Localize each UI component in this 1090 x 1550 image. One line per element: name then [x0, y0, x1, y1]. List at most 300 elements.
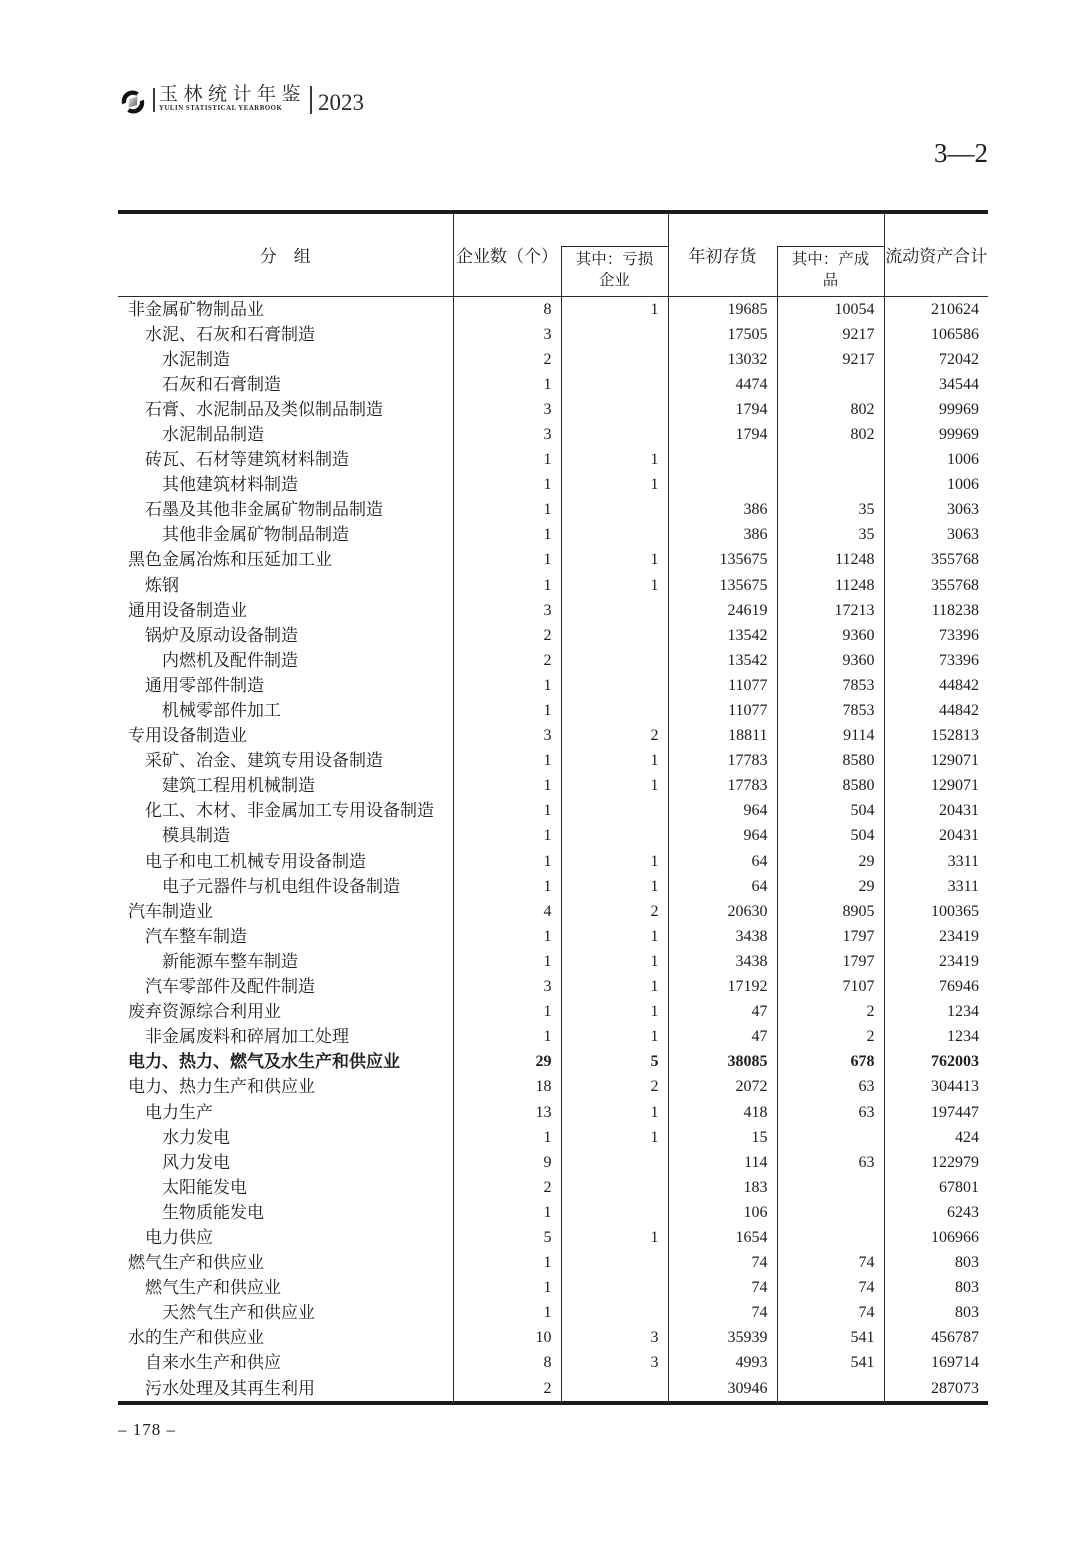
table-row — [118, 547, 988, 572]
cell-value: 1 — [561, 949, 668, 974]
table-number: 3—2 — [934, 138, 988, 168]
cell-value: 541 — [777, 1325, 884, 1350]
cell-value: 1654 — [668, 1225, 777, 1250]
cell-value: 35 — [777, 522, 884, 547]
cell-value: 1797 — [777, 924, 884, 949]
table-row — [118, 1024, 988, 1049]
cell-value: 1 — [453, 447, 561, 472]
table-row — [118, 1200, 988, 1225]
cell-value: 64 — [668, 874, 777, 899]
cell-value: 19685 — [668, 296, 777, 322]
industry-table — [118, 210, 988, 1405]
cell-value: 1 — [453, 874, 561, 899]
table-row — [118, 823, 988, 848]
cell-value: 504 — [777, 798, 884, 823]
table-row — [118, 322, 988, 347]
cell-value: 762003 — [884, 1049, 988, 1074]
cell-value: 74 — [668, 1275, 777, 1300]
cell-value: 9217 — [777, 322, 884, 347]
col-header-enterprises-merged — [453, 212, 668, 296]
cell-value: 122979 — [884, 1150, 988, 1175]
cell-value: 1 — [453, 1125, 561, 1150]
row-label: 通用设备制造业 — [128, 600, 247, 620]
cell-value: 73396 — [884, 648, 988, 673]
table-row — [118, 422, 988, 447]
cell-value: 99969 — [884, 397, 988, 422]
cell-value: 35939 — [668, 1325, 777, 1350]
cell-value: 29 — [777, 849, 884, 874]
cell-value — [561, 422, 668, 447]
brand-title-cn: 玉林统计年鉴 — [159, 84, 307, 105]
row-label: 污水处理及其再生利用 — [145, 1378, 315, 1398]
cell-value: 2 — [453, 623, 561, 648]
col-header-group-label: 分 组 — [259, 247, 311, 267]
cell-value: 2 — [561, 723, 668, 748]
cell-value: 355768 — [884, 547, 988, 572]
cell-value: 1 — [453, 522, 561, 547]
cell-value: 2 — [453, 347, 561, 372]
cell-value — [561, 322, 668, 347]
cell-value — [561, 397, 668, 422]
cell-value: 17783 — [668, 773, 777, 798]
row-label: 黑色金属冶炼和压延加工业 — [128, 550, 332, 570]
cell-value: 802 — [777, 397, 884, 422]
cell-value: 2 — [777, 1024, 884, 1049]
cell-value: 3 — [561, 1325, 668, 1350]
cell-value — [561, 798, 668, 823]
table-row — [118, 849, 988, 874]
cell-value: 4 — [453, 899, 561, 924]
cell-value: 63 — [777, 1074, 884, 1099]
cell-value: 7853 — [777, 698, 884, 723]
cell-value: 1 — [561, 472, 668, 497]
cell-value — [777, 1200, 884, 1225]
cell-value: 74 — [668, 1250, 777, 1275]
row-label: 汽车制造业 — [128, 901, 213, 921]
cell-value: 17213 — [777, 598, 884, 623]
cell-value: 11077 — [668, 673, 777, 698]
row-label: 电子和电工机械专用设备制造 — [145, 851, 366, 871]
cell-value — [777, 372, 884, 397]
cell-value — [777, 447, 884, 472]
table-row — [118, 1049, 988, 1074]
row-label: 通用零部件制造 — [145, 675, 264, 695]
cell-value: 47 — [668, 1024, 777, 1049]
cell-value: 23419 — [884, 924, 988, 949]
cell-value: 3 — [453, 974, 561, 999]
cell-value: 13542 — [668, 648, 777, 673]
cell-value: 20431 — [884, 798, 988, 823]
cell-value: 10 — [453, 1325, 561, 1350]
cell-value: 23419 — [884, 949, 988, 974]
cell-value: 1 — [453, 1275, 561, 1300]
col-header-group — [118, 212, 453, 296]
cell-value: 1 — [561, 974, 668, 999]
table-row — [118, 723, 988, 748]
cell-value: 4474 — [668, 372, 777, 397]
table-row — [118, 598, 988, 623]
cell-value — [777, 1225, 884, 1250]
table-row — [118, 648, 988, 673]
cell-value — [561, 698, 668, 723]
cell-value: 1 — [561, 447, 668, 472]
cell-value: 74 — [777, 1300, 884, 1325]
cell-value: 17192 — [668, 974, 777, 999]
brand-divider-left — [153, 88, 155, 112]
cell-value: 24619 — [668, 598, 777, 623]
row-label: 石墨及其他非金属矿物制品制造 — [145, 500, 383, 520]
cell-value: 11077 — [668, 698, 777, 723]
cell-value: 1 — [561, 296, 668, 322]
cell-value: 2 — [777, 999, 884, 1024]
cell-value: 8905 — [777, 899, 884, 924]
cell-value: 1 — [453, 798, 561, 823]
cell-value: 3063 — [884, 497, 988, 522]
row-label: 汽车零部件及配件制造 — [145, 977, 315, 997]
cell-value: 1794 — [668, 422, 777, 447]
cell-value: 964 — [668, 823, 777, 848]
cell-value — [777, 1125, 884, 1150]
cell-value: 1 — [453, 547, 561, 572]
cell-value: 678 — [777, 1049, 884, 1074]
cell-value: 106586 — [884, 322, 988, 347]
table-row — [118, 974, 988, 999]
cell-value: 2072 — [668, 1074, 777, 1099]
row-label: 电力、热力、燃气及水生产和供应业 — [128, 1052, 400, 1072]
table-row — [118, 949, 988, 974]
cell-value: 20630 — [668, 899, 777, 924]
cell-value: 73396 — [884, 623, 988, 648]
cell-value: 1 — [453, 573, 561, 598]
table-row — [118, 522, 988, 547]
cell-value: 304413 — [884, 1074, 988, 1099]
cell-value: 74 — [668, 1300, 777, 1325]
row-label: 水力发电 — [162, 1127, 230, 1147]
row-label: 内燃机及配件制造 — [162, 650, 298, 670]
cell-value: 386 — [668, 522, 777, 547]
cell-value: 1 — [453, 673, 561, 698]
row-label: 电力生产 — [145, 1102, 213, 1122]
row-label: 生物质能发电 — [162, 1202, 264, 1222]
row-label: 太阳能发电 — [162, 1177, 247, 1197]
table-row — [118, 573, 988, 598]
row-label: 砖瓦、石材等建筑材料制造 — [145, 450, 349, 470]
cell-value: 1234 — [884, 1024, 988, 1049]
cell-value — [777, 1376, 884, 1403]
table-row — [118, 1074, 988, 1099]
row-label: 化工、木材、非金属加工专用设备制造 — [145, 801, 434, 821]
cell-value — [561, 522, 668, 547]
cell-value: 17783 — [668, 748, 777, 773]
cell-value: 2 — [453, 648, 561, 673]
row-label: 新能源车整车制造 — [162, 951, 298, 971]
cell-value: 67801 — [884, 1175, 988, 1200]
table-row — [118, 748, 988, 773]
table-row — [118, 1100, 988, 1125]
cell-value: 803 — [884, 1300, 988, 1325]
row-label: 石灰和石膏制造 — [162, 374, 281, 394]
cell-value: 72042 — [884, 347, 988, 372]
table-row — [118, 447, 988, 472]
row-label: 废弃资源综合利用业 — [128, 1002, 281, 1022]
cell-value: 2 — [561, 899, 668, 924]
table-row — [118, 874, 988, 899]
cell-value: 17505 — [668, 322, 777, 347]
cell-value: 1 — [561, 573, 668, 598]
cell-value: 1 — [453, 1250, 561, 1275]
cell-value: 74 — [777, 1250, 884, 1275]
table-row — [118, 798, 988, 823]
cell-value: 1 — [453, 1024, 561, 1049]
cell-value: 210624 — [884, 296, 988, 322]
table-row — [118, 1325, 988, 1350]
row-label: 汽车整车制造 — [145, 926, 247, 946]
row-label: 炼钢 — [145, 575, 179, 595]
cell-value: 18811 — [668, 723, 777, 748]
cell-value: 964 — [668, 798, 777, 823]
cell-value: 63 — [777, 1100, 884, 1125]
cell-value: 38085 — [668, 1049, 777, 1074]
row-label: 采矿、冶金、建筑专用设备制造 — [145, 751, 383, 771]
table-row — [118, 1125, 988, 1150]
cell-value: 34544 — [884, 372, 988, 397]
row-label: 水泥制品制造 — [162, 424, 264, 444]
cell-value: 44842 — [884, 673, 988, 698]
cell-value — [561, 648, 668, 673]
row-label: 燃气生产和供应业 — [145, 1278, 281, 1298]
table-wrapper — [118, 210, 988, 1405]
cell-value: 1794 — [668, 397, 777, 422]
cell-value: 13542 — [668, 623, 777, 648]
cell-value: 118238 — [884, 598, 988, 623]
cell-value: 1 — [453, 497, 561, 522]
cell-value — [561, 372, 668, 397]
cell-value: 3311 — [884, 874, 988, 899]
table-row — [118, 1175, 988, 1200]
cell-value: 3311 — [884, 849, 988, 874]
cell-value: 29 — [777, 874, 884, 899]
cell-value: 3 — [453, 598, 561, 623]
col-header-enterprises: 企业数（个） — [456, 247, 558, 267]
cell-value: 1 — [453, 849, 561, 874]
cell-value: 355768 — [884, 573, 988, 598]
cell-value: 3 — [453, 723, 561, 748]
cell-value: 47 — [668, 999, 777, 1024]
table-row — [118, 472, 988, 497]
cell-value: 152813 — [884, 723, 988, 748]
cell-value: 15 — [668, 1125, 777, 1150]
col-header-current-assets-label: 流动资产合计 — [885, 247, 988, 267]
table-row — [118, 1300, 988, 1325]
table-row — [118, 497, 988, 522]
cell-value: 8 — [453, 1350, 561, 1375]
cell-value: 3438 — [668, 949, 777, 974]
cell-value: 1 — [561, 1100, 668, 1125]
cell-value: 1 — [453, 1200, 561, 1225]
cell-value: 1 — [561, 1024, 668, 1049]
row-label: 风力发电 — [162, 1152, 230, 1172]
cell-value: 63 — [777, 1150, 884, 1175]
cell-value: 3438 — [668, 924, 777, 949]
cell-value: 3 — [453, 322, 561, 347]
cell-value: 1 — [561, 999, 668, 1024]
brand-title-en: YULIN STATISTICAL YEARBOOK — [159, 105, 283, 112]
cell-value: 1 — [453, 924, 561, 949]
cell-value: 9360 — [777, 623, 884, 648]
col-header-loss-sub: 其中：亏损企业 — [561, 246, 668, 296]
cell-value: 20431 — [884, 823, 988, 848]
cell-value: 1797 — [777, 949, 884, 974]
cell-value: 64 — [668, 849, 777, 874]
row-label: 非金属废料和碎屑加工处理 — [145, 1027, 349, 1047]
cell-value: 7853 — [777, 673, 884, 698]
cell-value: 11248 — [777, 573, 884, 598]
cell-value: 13 — [453, 1100, 561, 1125]
table-row — [118, 773, 988, 798]
row-label: 非金属矿物制品业 — [128, 299, 264, 319]
cell-value: 1 — [561, 1125, 668, 1150]
row-label: 其他非金属矿物制品制造 — [162, 525, 349, 545]
header-row — [118, 212, 988, 296]
cell-value — [561, 1275, 668, 1300]
cell-value: 1 — [561, 849, 668, 874]
table-row — [118, 1275, 988, 1300]
table-row — [118, 347, 988, 372]
cell-value — [561, 1150, 668, 1175]
cell-value — [561, 497, 668, 522]
row-label: 建筑工程用机械制造 — [162, 776, 315, 796]
cell-value: 18 — [453, 1074, 561, 1099]
table-row — [118, 899, 988, 924]
cell-value: 8 — [453, 296, 561, 322]
col-header-finished-sub: 其中：产成品 — [777, 246, 884, 296]
cell-value: 44842 — [884, 698, 988, 723]
row-label: 专用设备制造业 — [128, 726, 247, 746]
cell-value: 2 — [561, 1074, 668, 1099]
cell-value — [561, 823, 668, 848]
cell-value: 29 — [453, 1049, 561, 1074]
cell-value: 1 — [453, 372, 561, 397]
cell-value — [561, 1175, 668, 1200]
cell-value: 803 — [884, 1275, 988, 1300]
cell-value: 30946 — [668, 1376, 777, 1403]
col-header-inventory-merged — [668, 212, 884, 296]
cell-value: 99969 — [884, 422, 988, 447]
cell-value — [561, 1200, 668, 1225]
row-label: 模具制造 — [162, 826, 230, 846]
cell-value — [561, 1376, 668, 1403]
col-header-inventory: 年初存货 — [688, 247, 757, 267]
row-label: 机械零部件加工 — [162, 701, 281, 720]
cell-value: 1 — [561, 748, 668, 773]
cell-value: 135675 — [668, 547, 777, 572]
table-row — [118, 296, 988, 322]
cell-value: 1 — [453, 999, 561, 1024]
cell-value: 1 — [453, 1300, 561, 1325]
table-row — [118, 1350, 988, 1375]
cell-value: 1 — [561, 773, 668, 798]
cell-value: 1 — [453, 472, 561, 497]
row-label: 水泥、石灰和石膏制造 — [145, 324, 315, 344]
cell-value — [561, 1300, 668, 1325]
cell-value: 504 — [777, 823, 884, 848]
cell-value: 135675 — [668, 573, 777, 598]
cell-value: 456787 — [884, 1325, 988, 1350]
cell-value: 10054 — [777, 296, 884, 322]
cell-value: 183 — [668, 1175, 777, 1200]
cell-value: 386 — [668, 497, 777, 522]
cell-value: 9 — [453, 1150, 561, 1175]
cell-value: 9217 — [777, 347, 884, 372]
cell-value: 1 — [561, 1225, 668, 1250]
cell-value: 3 — [453, 422, 561, 447]
table-row — [118, 1150, 988, 1175]
brand-divider-right — [310, 86, 312, 114]
col-header-current-assets — [884, 212, 988, 296]
table-row — [118, 999, 988, 1024]
cell-value: 197447 — [884, 1100, 988, 1125]
page-number: – 178 – — [118, 1420, 176, 1439]
brand-title-block — [159, 84, 306, 113]
row-label: 电子元器件与机电组件设备制造 — [162, 876, 400, 896]
row-label: 燃气生产和供应业 — [128, 1253, 264, 1273]
cell-value: 7107 — [777, 974, 884, 999]
cell-value: 129071 — [884, 773, 988, 798]
cell-value: 169714 — [884, 1350, 988, 1375]
cell-value: 9360 — [777, 648, 884, 673]
row-label: 水的生产和供应业 — [128, 1328, 264, 1348]
cell-value — [561, 1250, 668, 1275]
cell-value — [561, 673, 668, 698]
cell-value: 106 — [668, 1200, 777, 1225]
cell-value: 1 — [453, 698, 561, 723]
cell-value: 13032 — [668, 347, 777, 372]
cell-value: 2 — [453, 1175, 561, 1200]
cell-value: 5 — [453, 1225, 561, 1250]
cell-value: 6243 — [884, 1200, 988, 1225]
cell-value: 76946 — [884, 974, 988, 999]
cell-value: 9114 — [777, 723, 884, 748]
row-label: 石膏、水泥制品及类似制品制造 — [145, 399, 383, 419]
cell-value: 100365 — [884, 899, 988, 924]
cell-value — [561, 623, 668, 648]
cell-value: 1234 — [884, 999, 988, 1024]
cell-value: 1 — [561, 924, 668, 949]
cell-value: 418 — [668, 1100, 777, 1125]
cell-value: 106966 — [884, 1225, 988, 1250]
cell-value: 1 — [453, 949, 561, 974]
row-label: 锅炉及原动设备制造 — [145, 625, 298, 645]
cell-value — [561, 598, 668, 623]
cell-value: 35 — [777, 497, 884, 522]
table-row — [118, 924, 988, 949]
cell-value: 3 — [561, 1350, 668, 1375]
cell-value: 3 — [453, 397, 561, 422]
cell-value: 11248 — [777, 547, 884, 572]
cell-value — [668, 447, 777, 472]
cell-value — [668, 472, 777, 497]
table-row — [118, 623, 988, 648]
cell-value: 803 — [884, 1250, 988, 1275]
table-row — [118, 698, 988, 723]
cell-value: 3063 — [884, 522, 988, 547]
cell-value: 4993 — [668, 1350, 777, 1375]
yearbook-logo-icon — [116, 87, 150, 117]
cell-value: 1 — [561, 547, 668, 572]
cell-value: 2 — [453, 1376, 561, 1403]
cell-value — [777, 1175, 884, 1200]
table-row — [118, 397, 988, 422]
